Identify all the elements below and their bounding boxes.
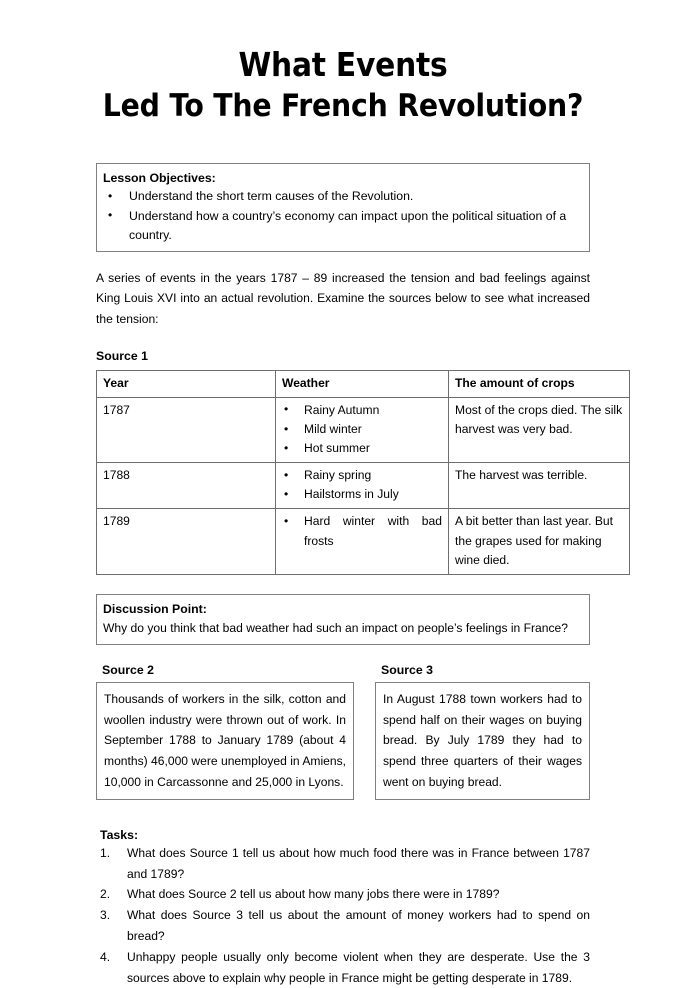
source-2-label: Source 2 <box>102 662 154 677</box>
table-row <box>97 463 630 509</box>
cell-weather <box>276 397 449 462</box>
source-2-text: Thousands of workers in the silk, cotton and woollen industry were thrown out of work. In September 1788 to January 1789 (about 4 months) 46,000 were unemployed in Amiens, 10,000 in Carcassonne and 25,000 in Lyons. <box>104 691 347 789</box>
lesson-objectives-list <box>103 187 583 245</box>
task-number: 3. <box>100 908 111 923</box>
cell-year: 1788 <box>97 463 276 509</box>
lesson-objectives-box <box>96 163 590 252</box>
source-1-table <box>96 370 630 575</box>
cell-weather <box>276 463 449 509</box>
discussion-point-text: Why do you think that bad weather had such an impact on people’s feelings in France? <box>103 621 569 636</box>
table-row <box>97 397 630 462</box>
weather-item: • Hard winter with bad frosts <box>282 512 442 550</box>
cell-crops: Most of the crops died. The silk harvest was very bad. <box>449 397 630 462</box>
task-item <box>100 884 590 905</box>
page-title <box>96 0 590 127</box>
task-text: What does Source 3 tell us about the amount of money workers had to spend on bread? <box>127 908 590 943</box>
discussion-point-box <box>96 594 590 645</box>
source-3-text: In August 1788 town workers had to spend half on their wages on buying bread. By July 1789 they had to spend three quarters of their wages went on buying bread. <box>383 691 582 789</box>
weather-item: • Rainy Autumn <box>282 401 442 420</box>
source-2-box <box>96 682 354 800</box>
source-3-label: Source 3 <box>381 662 433 677</box>
table-row <box>97 509 630 574</box>
weather-item: • Hailstorms in July <box>282 485 442 504</box>
task-number: 2. <box>100 887 111 902</box>
title-line-1: What Events <box>238 45 448 84</box>
weather-list <box>282 512 442 550</box>
tasks-heading: Tasks: <box>100 827 139 842</box>
source-3-column <box>375 663 590 800</box>
weather-list <box>282 401 442 458</box>
cell-year: 1787 <box>97 397 276 462</box>
lesson-objectives-heading: Lesson Objectives: <box>103 170 216 185</box>
weather-list <box>282 466 442 504</box>
column-header-year: Year <box>97 370 276 397</box>
column-header-weather: Weather <box>276 370 449 397</box>
cell-crops: The harvest was terrible. <box>449 463 630 509</box>
task-item <box>100 905 590 947</box>
document-content <box>96 0 623 988</box>
weather-item: • Hot summer <box>282 439 442 458</box>
tasks-block <box>96 828 590 988</box>
source-1-label: Source 1 <box>96 348 148 363</box>
discussion-point-heading: Discussion Point: <box>103 601 207 616</box>
source-3-box <box>375 682 590 800</box>
lesson-objective-item: • Understand the short term causes of the Revolution. <box>103 187 583 206</box>
task-text: What does Source 1 tell us about how much food there was in France between 1787 and 1789? <box>127 845 590 881</box>
tasks-list <box>96 843 590 988</box>
lesson-objective-item: • Understand how a country’s economy can impact upon the political situation of a country. <box>103 207 583 246</box>
cell-year: 1789 <box>97 509 276 574</box>
weather-item: • Mild winter <box>282 420 442 439</box>
sources-row <box>96 663 590 800</box>
source-2-column <box>96 663 354 800</box>
task-text: Unhappy people usually only become violent when they are desperate. Use the 3 sources above to explain why people in France might be getting desperate in 1789. <box>127 949 590 985</box>
cell-crops: A bit better than last year. But the grapes used for making wine died. <box>449 509 630 574</box>
task-item <box>100 947 590 988</box>
cell-weather <box>276 509 449 574</box>
table-header-row <box>97 370 630 397</box>
title-line-2: Led To The French Revolution? <box>102 88 584 125</box>
task-number: 1. <box>100 845 111 860</box>
intro-paragraph: A series of events in the years 1787 – 89 increased the tension and bad feelings against King Louis XVI into an actual revolution. Examine the sources below to see what increased the tension: <box>96 270 590 327</box>
task-item <box>100 843 590 885</box>
column-header-crops: The amount of crops <box>449 370 630 397</box>
task-number: 4. <box>100 949 111 964</box>
task-text: What does Source 2 tell us about how many jobs there were in 1789? <box>127 887 500 902</box>
weather-item: • Rainy spring <box>282 466 442 485</box>
